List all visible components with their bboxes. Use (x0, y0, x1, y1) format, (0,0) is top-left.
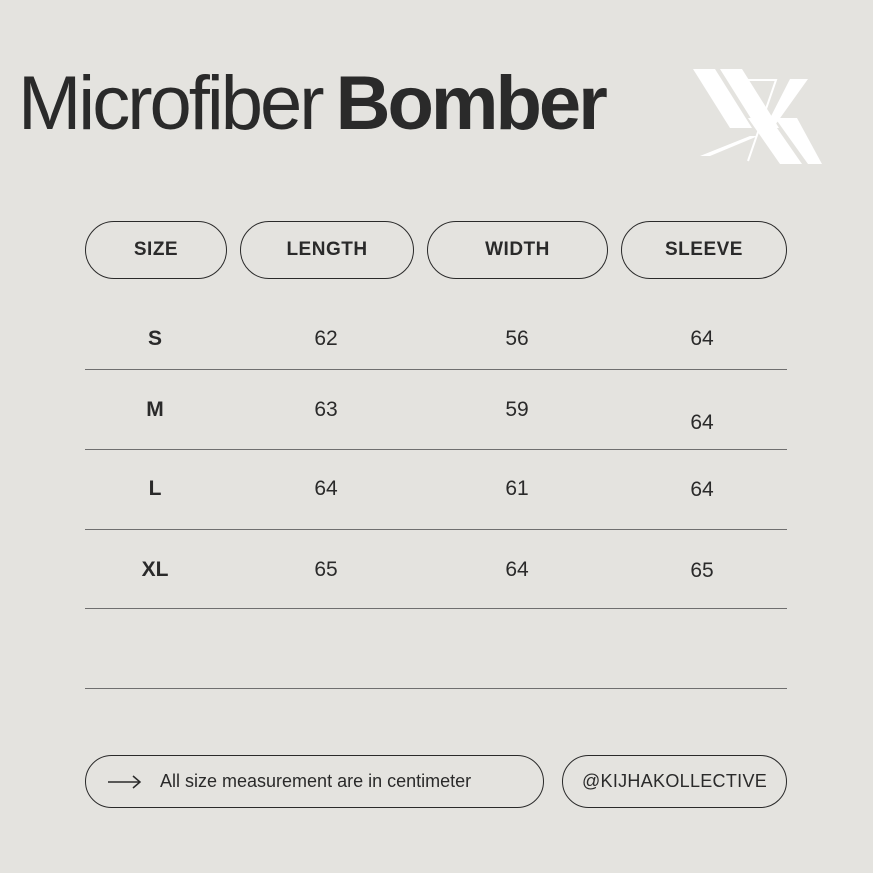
kk-monogram-icon (690, 66, 824, 166)
length-cell: 64 (314, 477, 338, 500)
sleeve-cell: 64 (690, 411, 714, 434)
row-divider (85, 608, 787, 609)
arrow-right-icon (108, 775, 142, 789)
table-row (85, 450, 787, 530)
note-text: All size measurement are in centimeter (160, 771, 472, 791)
width-cell: 64 (505, 558, 529, 581)
table-row (85, 530, 787, 610)
sleeve-cell: 64 (690, 327, 714, 350)
title-bold: Bomber (335, 61, 605, 146)
row-divider (85, 688, 787, 689)
header-width: WIDTH (427, 221, 608, 279)
social-handle: @KIJHAKOLLECTIVE (562, 755, 787, 808)
header-length: LENGTH (240, 221, 414, 279)
length-cell: 63 (314, 398, 338, 421)
length-cell: 62 (314, 327, 338, 350)
width-cell: 59 (505, 398, 529, 421)
header-size: SIZE (85, 221, 227, 279)
width-cell: 56 (505, 327, 529, 350)
sleeve-cell: 65 (690, 559, 714, 582)
table-row (85, 370, 787, 450)
length-cell: 65 (314, 558, 338, 581)
measurement-note (85, 755, 544, 808)
size-cell: L (148, 477, 162, 500)
size-cell: S (147, 327, 163, 350)
title-light: Microfiber (18, 61, 322, 146)
sleeve-cell: 64 (690, 478, 714, 501)
page-title (18, 61, 605, 146)
header-sleeve: SLEEVE (621, 221, 787, 279)
size-cell: XL (141, 558, 169, 581)
table-row (85, 290, 787, 370)
size-cell: M (146, 398, 164, 421)
width-cell: 61 (505, 477, 529, 500)
